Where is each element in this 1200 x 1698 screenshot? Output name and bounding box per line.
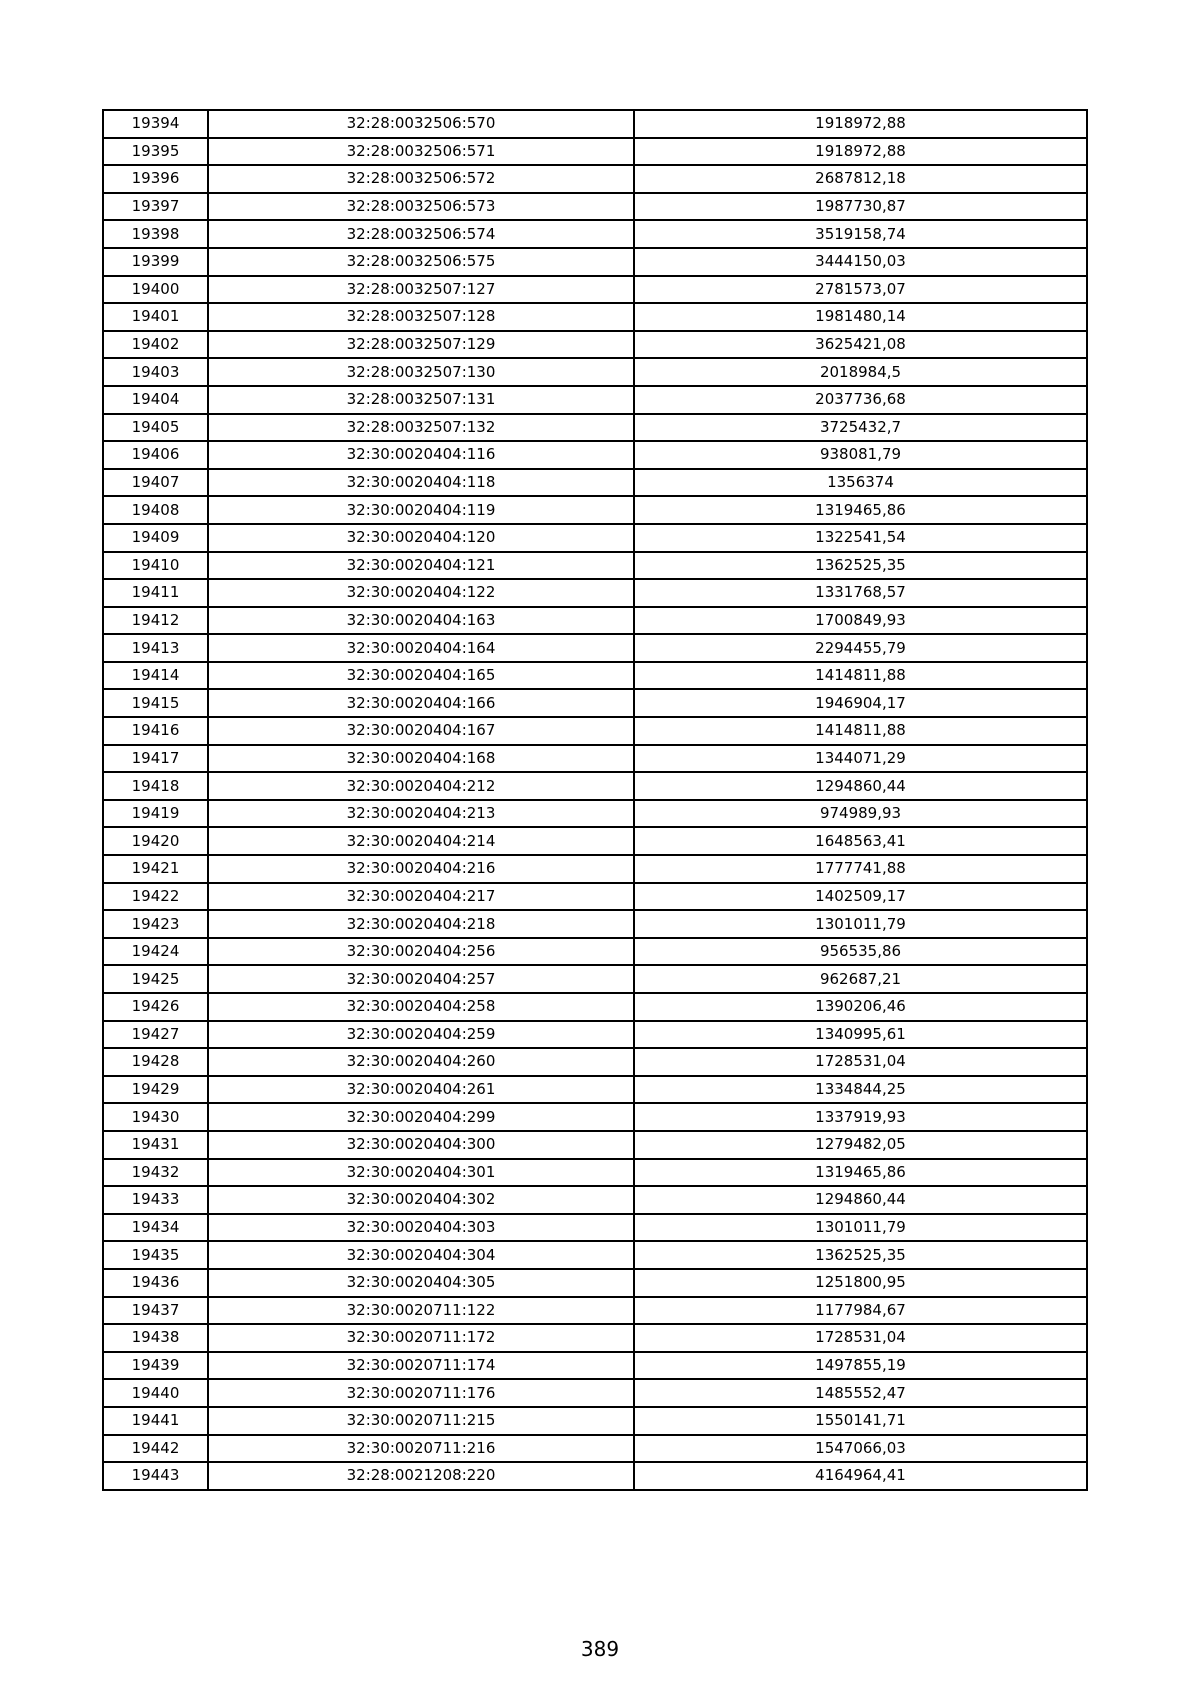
cadastral-value-cell: 1301011,79 (634, 910, 1087, 938)
row-number-cell: 19420 (103, 827, 208, 855)
table-row (103, 965, 1087, 993)
cadastral-number-cell: 32:30:0020404:122 (208, 579, 634, 607)
cadastral-number-cell: 32:30:0020404:165 (208, 662, 634, 690)
cadastral-value-cell: 1728531,04 (634, 1324, 1087, 1352)
cadastral-number-cell: 32:28:0032506:572 (208, 165, 634, 193)
cadastral-value-cell: 1344071,29 (634, 745, 1087, 773)
table-row (103, 772, 1087, 800)
table-row (103, 910, 1087, 938)
cadastral-value-cell: 2037736,68 (634, 386, 1087, 414)
cadastral-value-cell: 1728531,04 (634, 1048, 1087, 1076)
cadastral-number-cell: 32:30:0020711:215 (208, 1407, 634, 1435)
cadastral-value-cell: 4164964,41 (634, 1462, 1087, 1490)
cadastral-number-cell: 32:30:0020404:121 (208, 552, 634, 580)
cadastral-value-cell: 1390206,46 (634, 993, 1087, 1021)
row-number-cell: 19432 (103, 1159, 208, 1187)
row-number-cell: 19439 (103, 1352, 208, 1380)
table-row (103, 1159, 1087, 1187)
cadastral-value-cell: 2781573,07 (634, 276, 1087, 304)
cadastral-value-cell: 2018984,5 (634, 358, 1087, 386)
table-row (103, 441, 1087, 469)
table-row (103, 496, 1087, 524)
table-row (103, 1186, 1087, 1214)
cadastral-number-cell: 32:30:0020404:299 (208, 1103, 634, 1131)
cadastral-number-cell: 32:30:0020404:164 (208, 634, 634, 662)
row-number-cell: 19443 (103, 1462, 208, 1490)
cadastral-value-cell: 1279482,05 (634, 1131, 1087, 1159)
table-row (103, 386, 1087, 414)
row-number-cell: 19442 (103, 1435, 208, 1463)
row-number-cell: 19399 (103, 248, 208, 276)
cadastral-value-cell: 1362525,35 (634, 1241, 1087, 1269)
cadastral-value-cell: 1340995,61 (634, 1021, 1087, 1049)
row-number-cell: 19412 (103, 607, 208, 635)
table-row (103, 469, 1087, 497)
table-row (103, 745, 1087, 773)
row-number-cell: 19440 (103, 1379, 208, 1407)
row-number-cell: 19401 (103, 303, 208, 331)
cadastral-value-cell: 1414811,88 (634, 717, 1087, 745)
cadastral-value-cell: 1319465,86 (634, 496, 1087, 524)
cadastral-number-cell: 32:30:0020711:176 (208, 1379, 634, 1407)
cadastral-number-cell: 32:30:0020404:261 (208, 1076, 634, 1104)
cadastral-value-cell: 1356374 (634, 469, 1087, 497)
row-number-cell: 19434 (103, 1214, 208, 1242)
cadastral-value-cell: 1402509,17 (634, 883, 1087, 911)
cadastral-number-cell: 32:30:0020404:259 (208, 1021, 634, 1049)
row-number-cell: 19428 (103, 1048, 208, 1076)
cadastral-value-cell: 938081,79 (634, 441, 1087, 469)
table-row (103, 938, 1087, 966)
cadastral-number-cell: 32:30:0020404:167 (208, 717, 634, 745)
table-row (103, 1131, 1087, 1159)
cadastral-value-cell: 3444150,03 (634, 248, 1087, 276)
table-row (103, 827, 1087, 855)
cadastral-value-cell: 1648563,41 (634, 827, 1087, 855)
cadastral-number-cell: 32:30:0020711:216 (208, 1435, 634, 1463)
cadastral-value-cell: 1777741,88 (634, 855, 1087, 883)
cadastral-number-cell: 32:30:0020404:217 (208, 883, 634, 911)
cadastral-number-cell: 32:30:0020404:119 (208, 496, 634, 524)
table-row (103, 579, 1087, 607)
table-row (103, 993, 1087, 1021)
row-number-cell: 19404 (103, 386, 208, 414)
table-row (103, 1241, 1087, 1269)
cadastral-number-cell: 32:30:0020404:257 (208, 965, 634, 993)
row-number-cell: 19422 (103, 883, 208, 911)
table-row (103, 414, 1087, 442)
cadastral-value-cell: 1177984,67 (634, 1297, 1087, 1325)
row-number-cell: 19425 (103, 965, 208, 993)
cadastral-number-cell: 32:28:0032507:130 (208, 358, 634, 386)
cadastral-value-cell: 1987730,87 (634, 193, 1087, 221)
cadastral-number-cell: 32:28:0032507:129 (208, 331, 634, 359)
cadastral-value-cell: 1414811,88 (634, 662, 1087, 690)
cadastral-number-cell: 32:28:0032507:128 (208, 303, 634, 331)
cadastral-number-cell: 32:30:0020404:212 (208, 772, 634, 800)
table-row (103, 331, 1087, 359)
row-number-cell: 19427 (103, 1021, 208, 1049)
table-row (103, 524, 1087, 552)
cadastral-value-cell: 3725432,7 (634, 414, 1087, 442)
row-number-cell: 19433 (103, 1186, 208, 1214)
row-number-cell: 19400 (103, 276, 208, 304)
cadastral-value-cell: 3625421,08 (634, 331, 1087, 359)
row-number-cell: 19416 (103, 717, 208, 745)
page-number: 389 (580, 1637, 620, 1661)
cadastral-number-cell: 32:30:0020404:304 (208, 1241, 634, 1269)
row-number-cell: 19394 (103, 110, 208, 138)
cadastral-number-cell: 32:28:0032507:127 (208, 276, 634, 304)
row-number-cell: 19424 (103, 938, 208, 966)
cadastral-number-cell: 32:30:0020404:301 (208, 1159, 634, 1187)
row-number-cell: 19430 (103, 1103, 208, 1131)
cadastral-value-cell: 974989,93 (634, 800, 1087, 828)
cadastral-value-cell: 1362525,35 (634, 552, 1087, 580)
row-number-cell: 19402 (103, 331, 208, 359)
cadastral-number-cell: 32:30:0020404:305 (208, 1269, 634, 1297)
cadastral-number-cell: 32:30:0020404:258 (208, 993, 634, 1021)
cadastral-number-cell: 32:28:0032507:132 (208, 414, 634, 442)
cadastral-number-cell: 32:30:0020404:214 (208, 827, 634, 855)
row-number-cell: 19435 (103, 1241, 208, 1269)
table-row (103, 358, 1087, 386)
cadastral-number-cell: 32:30:0020404:116 (208, 441, 634, 469)
cadastral-value-cell: 1322541,54 (634, 524, 1087, 552)
table-row (103, 110, 1087, 138)
cadastral-number-cell: 32:28:0032506:571 (208, 138, 634, 166)
cadastral-value-cell: 1337919,93 (634, 1103, 1087, 1131)
row-number-cell: 19403 (103, 358, 208, 386)
row-number-cell: 19426 (103, 993, 208, 1021)
cadastral-value-cell: 1918972,88 (634, 138, 1087, 166)
row-number-cell: 19418 (103, 772, 208, 800)
table-row (103, 689, 1087, 717)
cadastral-value-cell: 1946904,17 (634, 689, 1087, 717)
cadastral-value-cell: 1497855,19 (634, 1352, 1087, 1380)
cadastral-number-cell: 32:28:0032506:574 (208, 220, 634, 248)
cadastral-value-cell: 1319465,86 (634, 1159, 1087, 1187)
cadastral-value-cell: 1294860,44 (634, 1186, 1087, 1214)
cadastral-number-cell: 32:30:0020404:120 (208, 524, 634, 552)
row-number-cell: 19409 (103, 524, 208, 552)
cadastral-number-cell: 32:28:0032507:131 (208, 386, 634, 414)
row-number-cell: 19417 (103, 745, 208, 773)
cadastral-value-cell: 1547066,03 (634, 1435, 1087, 1463)
table-row (103, 717, 1087, 745)
cadastral-number-cell: 32:28:0021208:220 (208, 1462, 634, 1490)
cadastral-number-cell: 32:28:0032506:570 (208, 110, 634, 138)
table-row (103, 855, 1087, 883)
table-row (103, 1076, 1087, 1104)
cadastral-value-cell: 2687812,18 (634, 165, 1087, 193)
table-row (103, 193, 1087, 221)
cadastral-value-cell: 1981480,14 (634, 303, 1087, 331)
row-number-cell: 19398 (103, 220, 208, 248)
table-row (103, 1214, 1087, 1242)
cadastral-value-cell: 1294860,44 (634, 772, 1087, 800)
cadastral-value-cell: 1700849,93 (634, 607, 1087, 635)
cadastral-number-cell: 32:30:0020404:218 (208, 910, 634, 938)
table-body (103, 110, 1087, 1490)
row-number-cell: 19429 (103, 1076, 208, 1104)
cadastral-number-cell: 32:28:0032506:575 (208, 248, 634, 276)
row-number-cell: 19396 (103, 165, 208, 193)
cadastral-value-cell: 1918972,88 (634, 110, 1087, 138)
row-number-cell: 19395 (103, 138, 208, 166)
cadastral-value-cell: 956535,86 (634, 938, 1087, 966)
row-number-cell: 19415 (103, 689, 208, 717)
cadastral-number-cell: 32:30:0020711:172 (208, 1324, 634, 1352)
table-row (103, 303, 1087, 331)
cadastral-number-cell: 32:30:0020404:303 (208, 1214, 634, 1242)
cadastral-value-cell: 1334844,25 (634, 1076, 1087, 1104)
table-row (103, 607, 1087, 635)
cadastral-number-cell: 32:30:0020404:260 (208, 1048, 634, 1076)
cadastral-value-table (102, 109, 1088, 1491)
row-number-cell: 19413 (103, 634, 208, 662)
table-row (103, 1297, 1087, 1325)
row-number-cell: 19423 (103, 910, 208, 938)
table-row (103, 1048, 1087, 1076)
cadastral-value-cell: 1485552,47 (634, 1379, 1087, 1407)
cadastral-value-cell: 962687,21 (634, 965, 1087, 993)
table-row (103, 552, 1087, 580)
table-row (103, 138, 1087, 166)
cadastral-value-cell: 1251800,95 (634, 1269, 1087, 1297)
row-number-cell: 19411 (103, 579, 208, 607)
cadastral-number-cell: 32:30:0020404:163 (208, 607, 634, 635)
cadastral-number-cell: 32:30:0020404:213 (208, 800, 634, 828)
row-number-cell: 19437 (103, 1297, 208, 1325)
table-row (103, 1435, 1087, 1463)
cadastral-number-cell: 32:30:0020404:300 (208, 1131, 634, 1159)
cadastral-value-cell: 1550141,71 (634, 1407, 1087, 1435)
cadastral-number-cell: 32:30:0020404:166 (208, 689, 634, 717)
row-number-cell: 19438 (103, 1324, 208, 1352)
table-row (103, 1021, 1087, 1049)
cadastral-number-cell: 32:30:0020404:256 (208, 938, 634, 966)
table-row (103, 662, 1087, 690)
row-number-cell: 19436 (103, 1269, 208, 1297)
table-row (103, 883, 1087, 911)
table-row (103, 1407, 1087, 1435)
row-number-cell: 19419 (103, 800, 208, 828)
cadastral-number-cell: 32:30:0020711:122 (208, 1297, 634, 1325)
row-number-cell: 19431 (103, 1131, 208, 1159)
row-number-cell: 19397 (103, 193, 208, 221)
table-row (103, 1324, 1087, 1352)
row-number-cell: 19407 (103, 469, 208, 497)
table-row (103, 276, 1087, 304)
cadastral-number-cell: 32:30:0020404:118 (208, 469, 634, 497)
cadastral-number-cell: 32:30:0020404:302 (208, 1186, 634, 1214)
table-row (103, 220, 1087, 248)
row-number-cell: 19441 (103, 1407, 208, 1435)
cadastral-number-cell: 32:28:0032506:573 (208, 193, 634, 221)
table-row (103, 1269, 1087, 1297)
cadastral-value-cell: 3519158,74 (634, 220, 1087, 248)
cadastral-number-cell: 32:30:0020404:216 (208, 855, 634, 883)
table-row (103, 1103, 1087, 1131)
row-number-cell: 19405 (103, 414, 208, 442)
row-number-cell: 19410 (103, 552, 208, 580)
table-row (103, 1462, 1087, 1490)
row-number-cell: 19408 (103, 496, 208, 524)
row-number-cell: 19414 (103, 662, 208, 690)
row-number-cell: 19406 (103, 441, 208, 469)
cadastral-number-cell: 32:30:0020711:174 (208, 1352, 634, 1380)
row-number-cell: 19421 (103, 855, 208, 883)
table-row (103, 800, 1087, 828)
table-row (103, 634, 1087, 662)
table-row (103, 1352, 1087, 1380)
cadastral-number-cell: 32:30:0020404:168 (208, 745, 634, 773)
cadastral-value-cell: 1301011,79 (634, 1214, 1087, 1242)
table-row (103, 165, 1087, 193)
cadastral-value-cell: 1331768,57 (634, 579, 1087, 607)
table-row (103, 248, 1087, 276)
cadastral-value-cell: 2294455,79 (634, 634, 1087, 662)
table-row (103, 1379, 1087, 1407)
